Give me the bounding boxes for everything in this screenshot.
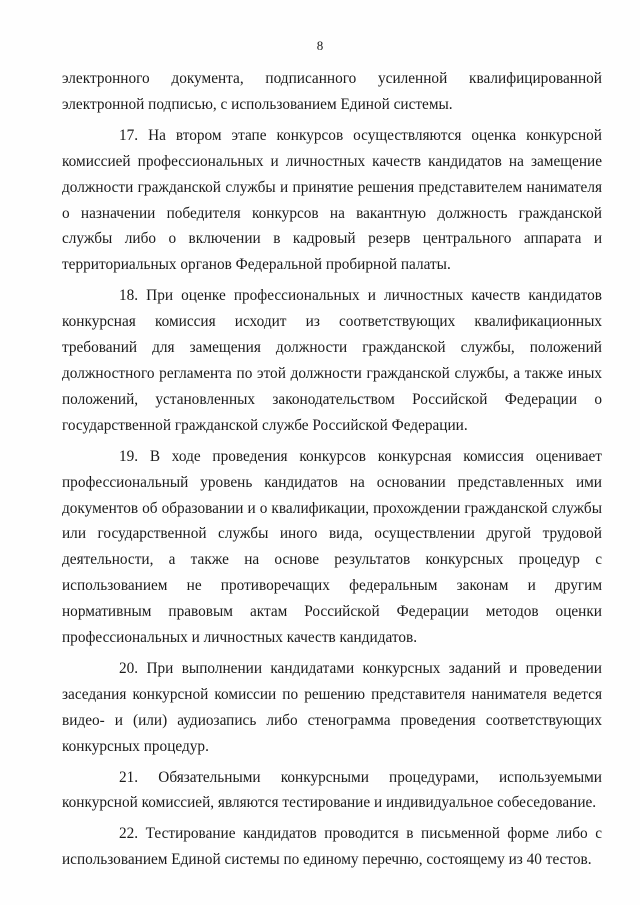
paragraph-19: 19. В ходе проведения конкурсов конкурсная комиссия оценивает профессиональный уровень кандидатов на основании представленных ими документов об образовании и о квалификации, прохождении гражданской службы или государственной службы иного вида, осуществлении другой трудовой деятельности, а также на основе результатов конкурсных процедур с использованием не противоречащих федеральным законам и другим нормативным правовым актам Российской Федерации методов оценки профессиональных и личностных качеств кандидатов. [62,447,602,647]
paragraph-20: 20. При выполнении кандидатами конкурсных заданий и проведении заседания конкурсной комиссии по решению представителя нанимателя ведется видео- и (или) аудиозапись либо стенограмма проведения соответствующих конкурсных процедур. [62,659,602,755]
document-body [62,66,602,878]
paragraph-21: 21. Обязательными конкурсными процедурами, используемыми конкурсной комиссией, являются тестирование и индивидуальное собеседование. [62,768,602,812]
paragraph-continuation: электронного документа, подписанного усиленной квалифицированной электронной подписью, с использованием Единой системы. [62,70,602,113]
paragraph-22: 22. Тестирование кандидатов проводится в письменной форме либо с использованием Единой системы по единому перечню, состоящему из 40 тестов. [62,825,602,869]
page-number: 8 [316,38,324,53]
paragraph-17: 17. На втором этапе конкурсов осуществляются оценка конкурсной комиссией профессиональных и личностных качеств кандидатов на замещение должности гражданской службы и принятие решения представителем нанимателя о назначении победителя конкурсов на вакантную должность гражданской службы либо о включении в кадровый резерв центрального аппарата и территориальных органов Федеральной пробирной палаты. [62,126,602,274]
paragraph-18: 18. При оценке профессиональных и личностных качеств кандидатов конкурсная комиссия исходит из соответствующих квалификационных требований для замещения должности гражданской службы, положений должностного регламента по этой должности гражданской службы, а также иных положений, установленных законодательством Российской Федерации о государственной гражданской службе Российской Федерации. [62,287,602,434]
